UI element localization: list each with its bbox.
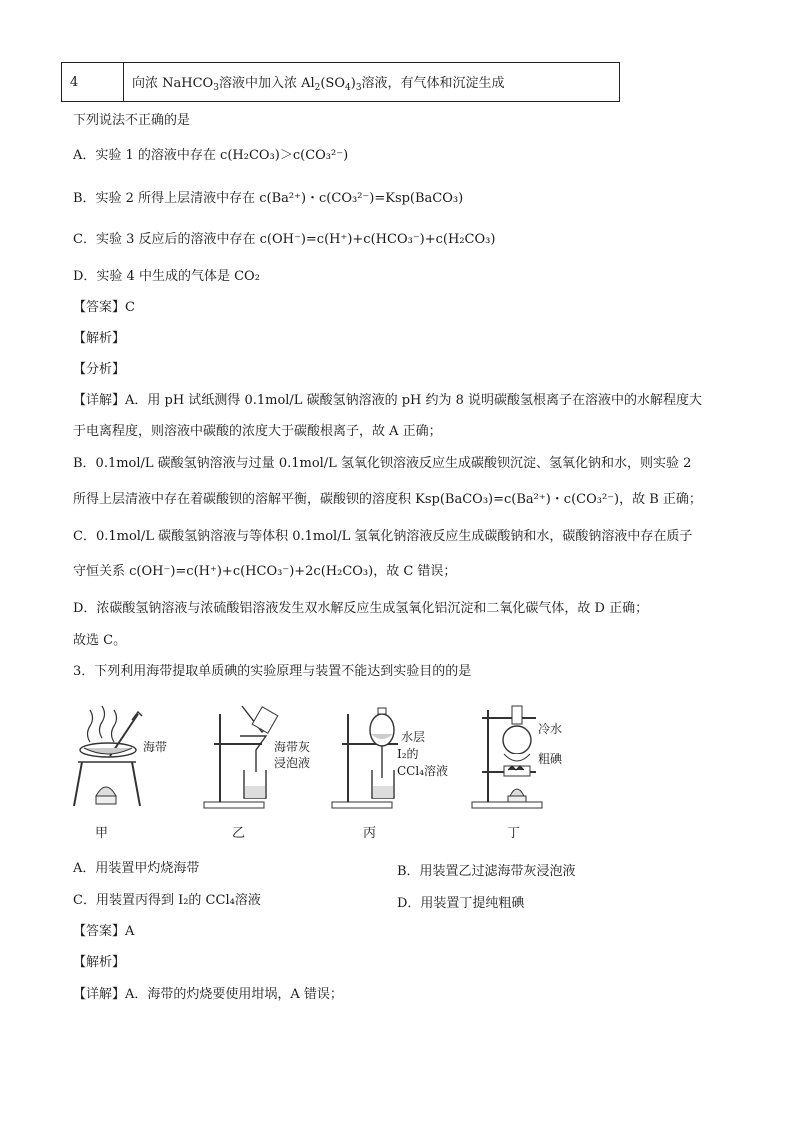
table-row (62, 63, 620, 102)
question-3-stem: 3．下列利用海带提取单质碘的实验原理与装置不能达到实验目的的是 (73, 664, 472, 679)
detail-line-7: D．浓碳酸氢钠溶液与浓硫酸铝溶液发生双水解反应生成氢氧化铝沉淀和二氧化碳气体，故 D 正确； (73, 601, 649, 616)
fenxi-heading: 【分析】 (73, 362, 126, 377)
label-i2: I₂的 (397, 747, 419, 761)
option-c: C．实验 3 反应后的溶液中存在 c(OH⁻)=c(H⁺)+c(HCO₃⁻)+c(H₂CO₃) (73, 232, 496, 247)
apparatus-jia (70, 700, 190, 812)
label-cudian: 粗碘 (538, 752, 563, 766)
caption-jia: 甲 (95, 826, 109, 841)
label-shuiceng: 水层 (401, 730, 426, 744)
label-jinpaoye: 浸泡液 (274, 756, 311, 770)
q3-option-c: C．用装置丙得到 I₂的 CCl₄溶液 (73, 893, 261, 908)
answer: 【答案】C (73, 300, 135, 315)
conclusion: 故选 C。 (73, 633, 127, 648)
option-a: A．实验 1 的溶液中存在 c(H₂CO₃)＞c(CO₃²⁻) (73, 148, 349, 163)
label-haidai: 海带 (143, 740, 168, 754)
q3-detail-1: 【详解】A．海带的灼烧要使用坩埚，A 错误； (73, 987, 343, 1002)
q3-answer: 【答案】A (73, 924, 135, 939)
label-ccl4: CCl₄溶液 (397, 764, 449, 778)
caption-bing: 丙 (363, 826, 377, 841)
detail-line-3: B．0.1mol/L 碳酸氢钠溶液与过量 0.1mol/L 氢氧化钡溶液反应生成碳酸钡沉淀、氢氧化钠和水，则实验 2 (73, 456, 692, 471)
detail-line-6: 守恒关系 c(OH⁻)=c(H⁺)+c(HCO₃⁻)+2c(H₂CO₃)，故 C 错误； (73, 564, 457, 579)
q3-option-d: D．用装置丁提纯粗碘 (397, 896, 525, 911)
caption-ding: 丁 (507, 826, 521, 841)
question-prompt: 下列说法不正确的是 (73, 113, 191, 128)
label-lengshui: 冷水 (538, 722, 563, 736)
row-description: 向浓 NaHCO$_3$溶液中加入浓 $Al_2(SO_4)_3$溶液，有气体和沉淀生成 (124, 63, 620, 102)
detail-line-5: C．0.1mol/L 碳酸氢钠溶液与等体积 0.1mol/L 氢氧化钠溶液反应生成碳酸钠和水，碳酸钠溶液中存在质子 (73, 529, 693, 544)
q3-option-b: B．用装置乙过滤海带灰浸泡液 (397, 864, 576, 879)
q3-option-a: A．用装置甲灼烧海带 (73, 861, 200, 876)
option-b: B．实验 2 所得上层清液中存在 c(Ba²⁺)・c(CO₃²⁻)=Ksp(BaCO₃) (73, 191, 464, 206)
option-d: D．实验 4 中生成的气体是 CO₂ (73, 269, 260, 284)
detail-line-4: 所得上层清液中存在着碳酸钡的溶解平衡，碳酸钡的溶度积 Ksp(BaCO₃)=c(Ba²⁺)・c(CO₃²⁻)，故 B 正确； (73, 492, 702, 507)
label-haidaihui: 海带灰 (274, 740, 311, 754)
detail-line-2: 于电离程度，则溶液中碳酸的浓度大于碳酸根离子，故 A 正确； (73, 424, 442, 439)
detail-line-1: 【详解】A．用 pH 试纸测得 0.1mol/L 碳酸氢钠溶液的 pH 约为 8 说明碳酸氢根离子在溶液中的水解程度大 (73, 393, 703, 408)
experiment-table (61, 62, 620, 102)
analysis-heading: 【解析】 (73, 331, 126, 346)
caption-yi: 乙 (232, 826, 246, 841)
q3-analysis: 【解析】 (73, 955, 126, 970)
row-number: 4 (62, 63, 124, 102)
